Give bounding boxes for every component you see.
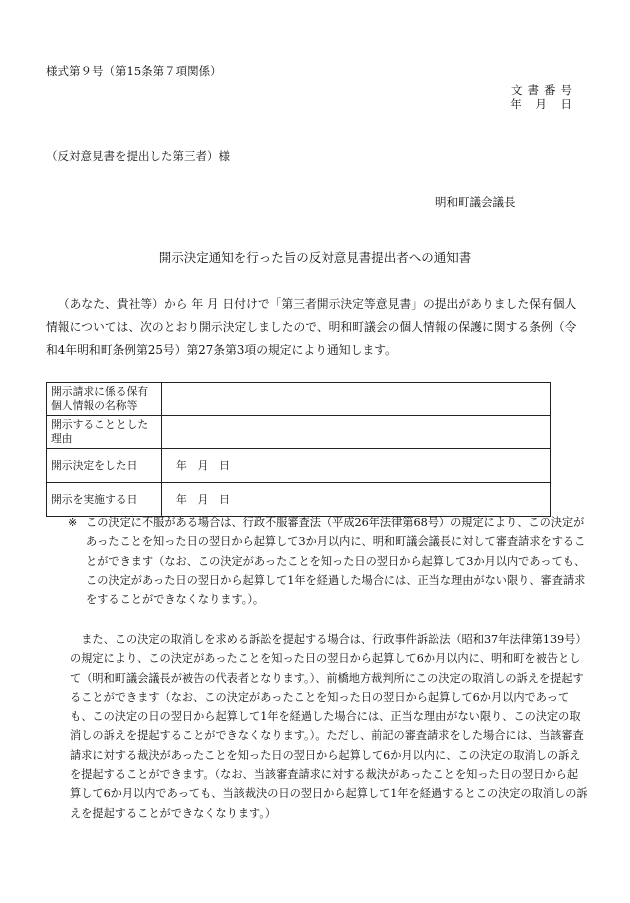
document-number-label: 文書番号 (511, 83, 577, 97)
sender: 明和町議会議長 (435, 195, 516, 209)
row-value-reason (162, 416, 551, 449)
row-value-info-name (162, 383, 551, 416)
table-row (47, 483, 551, 517)
note-paragraph-appeal: この決定に不服がある場合は、行政不服審査法（平成26年法律第68号）の規定により、この決定があったことを知った日の翌日から起算して3か月以内に、明和町議会議長に対して審査請求をすることができます（なお、この決定があったことを知った日の翌日から起算して3か月以内であっても、この決定があった日の翌日から起算して1年を経過した場合には、正当な理由がない限り、審査請求をすることができなくなります。）。 (86, 516, 586, 607)
row-label-info-name: 開示請求に係る保有個人情報の名称等 (47, 383, 162, 416)
row-value-implementation-date: 年 月 日 (162, 483, 551, 517)
info-table (46, 382, 551, 517)
table-row (47, 383, 551, 416)
addressee: （反対意見書を提出した第三者）様 (46, 149, 230, 163)
row-label-reason: 開示することとした理由 (47, 416, 162, 449)
row-label-implementation-date: 開示を実施する日 (47, 483, 162, 517)
note-mark: ※ (68, 516, 78, 529)
row-value-decision-date: 年 月 日 (162, 449, 551, 483)
table-row (47, 416, 551, 449)
note-paragraph-lawsuit: また、この決定の取消しを求める訴訟を提起する場合は、行政事件訴訟法（昭和37年法律第139号）の規定により、この決定があったことを知った日の翌日から起算して6か月以内に、明和町を被告として（明和町議会議長が被告の代表者となります。）、前橋地方裁判所にこの決定の取消しの訴えを提起することができます（なお、この決定があったことを知った日の翌日から起算して6か月以内であっても、この決定の日の翌日から起算して1年を経過した場合には、正当な理由がない限り、この決定の取消しの訴えを提起することができなくなります。）。ただし、前記の審査請求をした場合には、当該審査請求に対する裁決があったことを知った日の翌日から起算して6か月以内に、この決定の取消しの訴えを提起することができます。（なお、当該審査請求に対する裁決があったことを知った日の翌日から起算して6か月以内であっても、当該裁決の日の翌日から起算して1年を経過するとこの決定の取消しの訴えを提起することができなくなります。） (70, 633, 588, 820)
document-title: 開示決定通知を行った旨の反対意見書提出者への通知書 (158, 250, 472, 265)
form-number: 様式第９号（第15条第７項関係） (46, 64, 222, 78)
row-label-decision-date: 開示決定をした日 (47, 449, 162, 483)
table-row (47, 449, 551, 483)
intro-paragraph: （あなた、貴社等）から 年 月 日付けで「第三者開示決定等意見書」の提出がありました保有個人情報については、次のとおり開示決定しましたので、明和町議会の個人情報の保護に関する条例（令和4年明和町条例第25号）第27条第3項の規定により通知します。 (46, 297, 577, 357)
document-date-label: 年 月 日 (510, 97, 577, 111)
